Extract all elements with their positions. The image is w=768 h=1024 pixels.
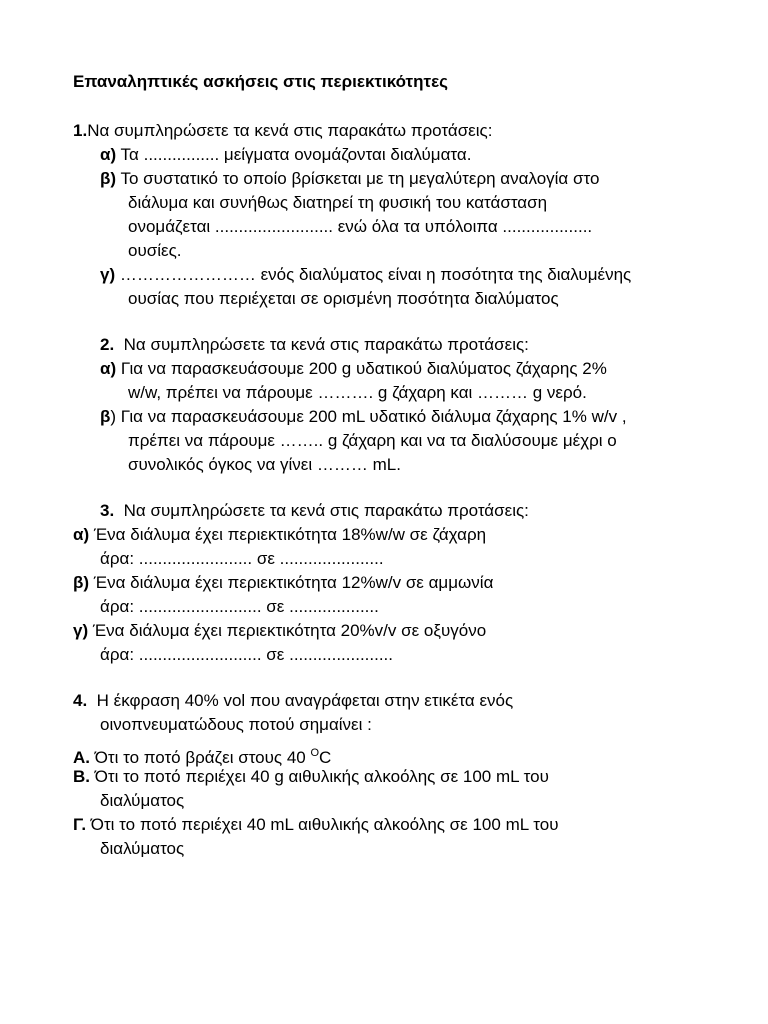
q4-prompt: Η έκφραση 40% vol που αναγράφεται στην ετικέτα ενός bbox=[87, 691, 514, 710]
q1-c-text: …………………… ενός διαλύματος είναι η ποσότητα της διαλυμένης bbox=[115, 265, 632, 284]
q4-option-b-label: Β. bbox=[73, 767, 90, 786]
q4-option-a bbox=[73, 742, 331, 769]
q4-option-g-line2: διαλύματος bbox=[100, 839, 185, 858]
q4-option-g-line1 bbox=[73, 814, 559, 836]
q4-option-g-label: Γ. bbox=[73, 815, 87, 834]
q4-option-b-line1 bbox=[73, 766, 549, 788]
q1-number: 1. bbox=[73, 121, 88, 140]
q1-a-label: α) bbox=[100, 145, 117, 164]
q1-c-label: γ) bbox=[100, 265, 116, 284]
q3-prompt-line bbox=[100, 500, 529, 522]
q2-a-line2: w/w, πρέπει να πάρουμε ………. g ζάχαρη και ……… g νερό. bbox=[128, 383, 587, 402]
q2-b-line3: συνολικός όγκος να γίνει ……… mL. bbox=[128, 455, 401, 474]
q2-b-text: ) Για να παρασκευάσουμε 200 mL υδατικό διάλυμα ζάχαρης 1% w/v , bbox=[110, 407, 627, 426]
q4-option-g-text: Ότι το ποτό περιέχει 40 mL αιθυλικής αλκοόλης σε 100 mL του bbox=[86, 815, 559, 834]
q2-a-line1 bbox=[100, 358, 607, 380]
q3-a-text: Ένα διάλυμα έχει περιεκτικότητα 18%w/w σε ζάχαρη bbox=[89, 525, 487, 544]
q3-b-answer: άρα: .......................... σε ................... bbox=[100, 597, 379, 616]
q1-b-text: Το συστατικό το οποίο βρίσκεται με τη μεγαλύτερη αναλογία στο bbox=[116, 169, 600, 188]
page-title: Επαναληπτικές ασκήσεις στις περιεκτικότητες bbox=[73, 72, 449, 91]
q3-b-line bbox=[73, 572, 493, 594]
q3-a-answer: άρα: ........................ σε ...................... bbox=[100, 549, 384, 568]
q3-a-label: α) bbox=[73, 525, 90, 544]
q3-c-text: Ένα διάλυμα έχει περιεκτικότητα 20%v/v σε οξυγόνο bbox=[88, 621, 487, 640]
q2-b-line2: πρέπει να πάρουμε …….. g ζάχαρη και να τα διαλύσουμε μέχρι ο bbox=[128, 431, 617, 450]
q3-c-line bbox=[73, 620, 486, 642]
q4-prompt-line2: οινοπνευματώδους ποτού σημαίνει : bbox=[100, 715, 372, 734]
q2-prompt-line bbox=[100, 334, 529, 356]
q4-option-a-unit: C bbox=[319, 748, 332, 767]
q1-prompt-line bbox=[73, 120, 492, 142]
q4-prompt-line1 bbox=[73, 690, 513, 712]
q2-b-label: β bbox=[100, 407, 111, 426]
q2-a-label: α) bbox=[100, 359, 117, 378]
degree-symbol: O bbox=[310, 747, 320, 759]
q2-b-line1 bbox=[100, 406, 627, 428]
q1-b-line3: ονομάζεται ......................... ενώ όλα τα υπόλοιπα ................... bbox=[128, 217, 593, 236]
q4-option-b-text: Ότι το ποτό περιέχει 40 g αιθυλικής αλκοόλης σε 100 mL του bbox=[90, 767, 549, 786]
q2-a-text: Για να παρασκευάσουμε 200 g υδατικού διαλύματος ζάχαρης 2% bbox=[116, 359, 607, 378]
q4-number: 4. bbox=[73, 691, 88, 710]
q2-number: 2. bbox=[100, 335, 115, 354]
q1-c-line2: ουσίας που περιέχεται σε ορισμένη ποσότητα διαλύματος bbox=[128, 289, 559, 308]
q3-a-line bbox=[73, 524, 486, 546]
q1-b-label: β) bbox=[100, 169, 117, 188]
q1-b-line1 bbox=[100, 168, 599, 190]
q3-b-text: Ένα διάλυμα έχει περιεκτικότητα 12%w/v σε αμμωνία bbox=[89, 573, 494, 592]
q4-option-a-text: Ότι το ποτό βράζει στους 40 bbox=[90, 748, 311, 767]
q1-c-line1 bbox=[100, 264, 631, 286]
q1-prompt: Να συμπληρώσετε τα κενά στις παρακάτω προτάσεις: bbox=[87, 121, 493, 140]
q4-option-b-line2: διαλύματος bbox=[100, 791, 185, 810]
q1-b-line4: ουσίες. bbox=[128, 241, 182, 260]
q3-b-label: β) bbox=[73, 573, 90, 592]
q2-prompt: Να συμπληρώσετε τα κενά στις παρακάτω προτάσεις: bbox=[114, 335, 529, 354]
q4-option-a-label: Α. bbox=[73, 748, 90, 767]
q1-b-line2: διάλυμα και συνήθως διατηρεί τη φυσική του κατάσταση bbox=[128, 193, 548, 212]
q3-c-label: γ) bbox=[73, 621, 89, 640]
q1-a-line bbox=[100, 144, 471, 166]
q3-number: 3. bbox=[100, 501, 115, 520]
q3-c-answer: άρα: .......................... σε ...................... bbox=[100, 645, 394, 664]
q3-prompt: Να συμπληρώσετε τα κενά στις παρακάτω προτάσεις: bbox=[114, 501, 529, 520]
q1-a-text: Τα ................ μείγματα ονομάζονται διαλύματα. bbox=[116, 145, 472, 164]
